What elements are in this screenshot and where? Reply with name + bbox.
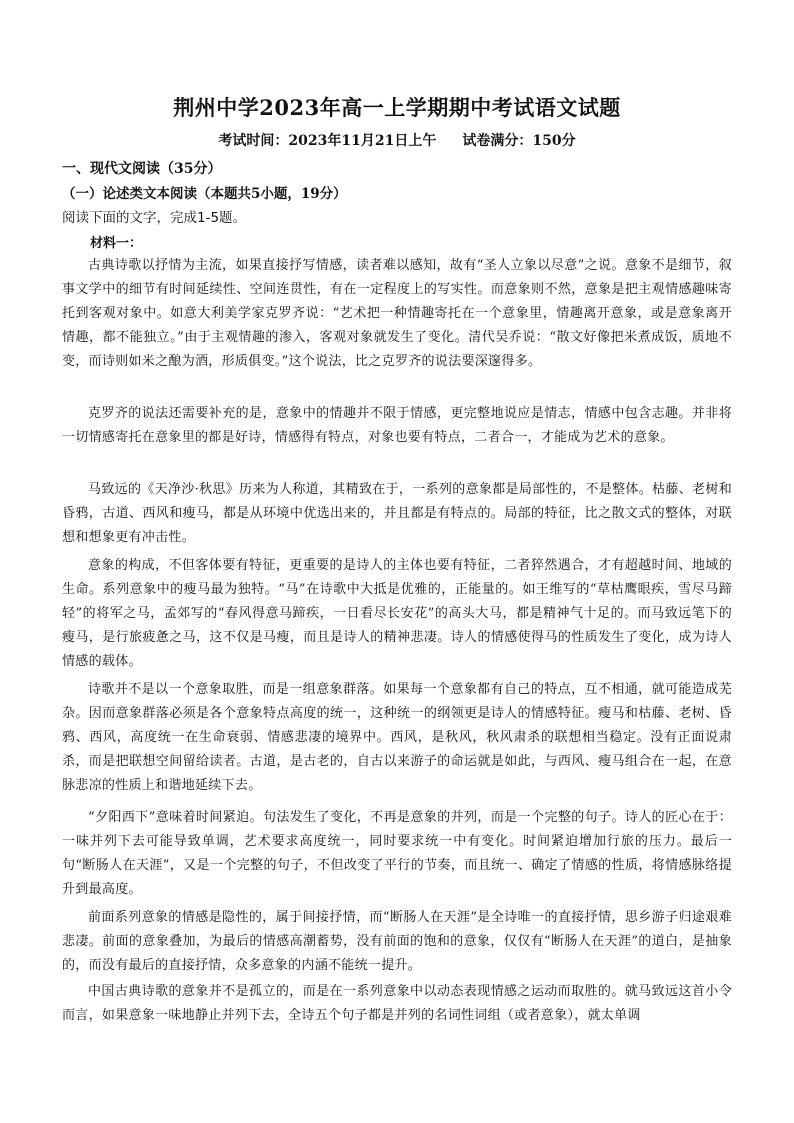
paragraph: 克罗齐的说法还需要补充的是，意象中的情趣并不限于情感，更完整地说应是情志，情感中包含志趣。并非将一切情感寄托在意象里的都是好诗，情感得有特点，对象也要有特点，二者合一，才能成为艺术的意象。 bbox=[62, 406, 732, 445]
exam-time: 考试时间：2023年11月21日上午 bbox=[218, 133, 437, 149]
instruction-text: 阅读下面的文字，完成1-5题。 bbox=[62, 210, 247, 226]
paragraph: 马致远的《天净沙·秋思》历来为人称道，其精致在于，一系列的意象都是局部性的，不是整体。枯藤、老树和昏鸦，古道、西风和瘦马，都是从环境中优选出来的，并且都是有特点的。局部的特征，比之散文式的整体，对联想和想象更有冲击性。 bbox=[62, 482, 732, 545]
paragraph: 前面系列意象的情感是隐性的，属于间接抒情，而“断肠人在天涯”是全诗唯一的直接抒情，思乡游子归途艰难悲凄。前面的意象叠加，为最后的情感高潮蓄势，没有前面的饱和的意象，仅仅有“断肠人在天涯”的道白，是抽象的，而没有最后的直接抒情，众多意象的内涵不能统一提升。 bbox=[62, 910, 732, 973]
section-heading: 一、现代文阅读（35分） bbox=[62, 161, 222, 177]
subsection-heading: （一）论述类文本阅读（本题共5小题，19分） bbox=[62, 186, 347, 202]
paragraph: “夕阳西下”意味着时间紧迫。句法发生了变化，不再是意象的并列，而是一个完整的句子。诗人的匠心在于：一味并列下去可能导致单调，艺术要求高度统一，同时要求统一中有变化。时间紧迫增加行旅的压力。最后一句“断肠人在天涯”，又是一个完整的句子，不但改变了平行的节奏，而且统一、确定了情感的性质，将情感脉络提升到最高度。 bbox=[62, 810, 732, 897]
full-score: 试卷满分：150分 bbox=[462, 133, 576, 149]
exam-title: 荆州中学2023年高一上学期期中考试语文试题 bbox=[173, 95, 621, 120]
paragraph: 意象的构成，不但客体要有特征，更重要的是诗人的主体也要有特征，二者猝然遇合，才有超越时间、地域的生命。系列意象中的瘦马最为独特。“马”在诗歌中大抵是优雅的，正能量的。如王维写的“草枯鹰眼疾，雪尽马蹄轻”的将军之马，孟郊写的“春风得意马蹄疾，一日看尽长安花”的高头大马，都是精神气十足的。而马致远笔下的瘦马，是行旅疲惫之马，这不仅是马瘦，而且是诗人的精神悲凄。诗人的情感使得马的性质发生了变化，成为诗人情感的载体。 bbox=[62, 558, 732, 669]
paragraph: 中国古典诗歌的意象并不是孤立的，而是在一系列意象中以动态表现情感之运动而取胜的。就马致远这首小令而言，如果意象一味地静止并列下去，全诗五个句子都是并列的名词性词组（或者意象），就太单调 bbox=[62, 984, 732, 1023]
material-label: 材料一： bbox=[90, 236, 143, 251]
exam-info bbox=[0, 130, 794, 150]
paragraph: 诗歌并不是以一个意象取胜，而是一组意象群落。如果每一个意象都有自己的特点，互不相通，就可能造成芜杂。因而意象群落必须是各个意象特点高度的统一，这种统一的纲领更是诗人的情感特征。瘦马和枯藤、老树、昏鸦、西风，高度统一在生命衰弱、情感悲凄的境界中。西风，是秋风，秋风肃杀的联想相当稳定。没有正面说肃杀，而是把联想空间留给读者。古道，是古老的，自古以来游子的命运就是如此，与西风、瘦马组合在一起，在意脉悲凉的性质上和谐地延续下去。 bbox=[62, 682, 732, 793]
paragraph: 古典诗歌以抒情为主流，如果直接抒写情感，读者难以感知，故有“圣人立象以尽意”之说。意象不是细节，叙事文学中的细节有时间延续性、空间连贯性，有在一定程度上的写实性。而意象则不然，意象是把主观情感趣味寄托到客观对象中。如意大利美学家克罗齐说：“艺术把一种情趣寄托在一个意象里，情趣离开意象，或是意象离开情趣，都不能独立。”由于主观情趣的渗入，客观对象就发生了变化。清代吴乔说：“散文好像把米煮成饭，质地不变，而诗则如米之酿为酒，形质俱变。”这个说法，比之克罗齐的说法要深邃得多。 bbox=[62, 258, 732, 369]
